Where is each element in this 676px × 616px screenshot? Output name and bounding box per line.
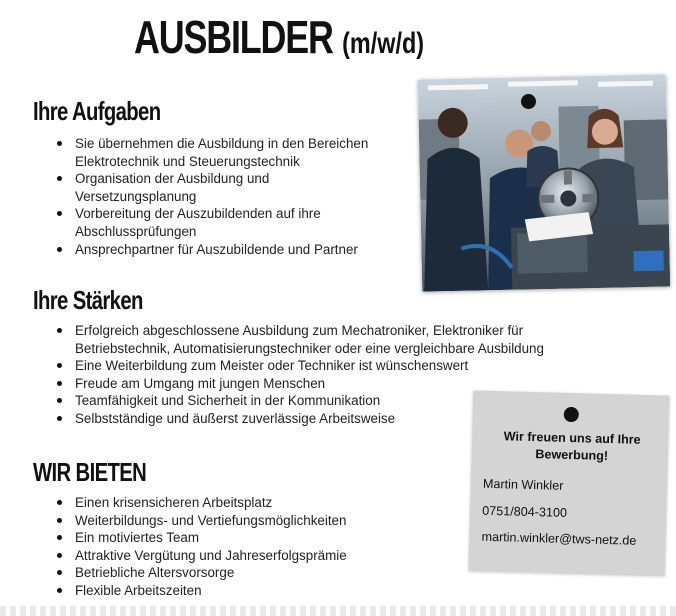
- list-item: Ein motiviertes Team: [75, 529, 347, 547]
- list-item: Eine Weiterbildung zum Meister oder Techniker ist wünschenswert: [75, 357, 544, 375]
- contact-heading-line1: Wir freuen uns auf Ihre: [503, 429, 641, 447]
- list-item-continuation: Versetzungsplanung: [75, 188, 197, 204]
- contact-name: Martin Winkler: [482, 476, 564, 493]
- workshop-photo: [418, 74, 670, 291]
- bottom-strip: [0, 606, 676, 616]
- list-item: Erfolgreich abgeschlossene Ausbildung zum Mechatroniker, Elektroniker für: [75, 322, 544, 340]
- workshop-photo-illustration: [418, 74, 670, 291]
- list-item: Freude am Umgang mit jungen Menschen: [75, 375, 544, 393]
- contact-card: [469, 390, 670, 575]
- page-title: [134, 11, 425, 63]
- list-item: Teamfähigkeit und Sicherheit in der Kommunikation: [75, 392, 544, 410]
- list-item: Betriebliche Altersvorsorge: [75, 564, 347, 582]
- list-item-continuation: Elektrotechnik und Steuerungstechnik: [75, 153, 300, 169]
- list-item: Weiterbildungs- und Vertiefungsmöglichkeiten: [75, 512, 347, 528]
- section-heading-staerken: Ihre Stärken: [33, 285, 143, 315]
- list-item: Ansprechpartner für Auszubildende und Partner: [75, 241, 368, 259]
- list-item: Flexible Arbeitszeiten: [75, 582, 347, 600]
- list-item: Organisation der Ausbildung und: [75, 170, 368, 188]
- list-item: Attraktive Vergütung und Jahreserfolgsprämie: [75, 547, 347, 563]
- list-item: Selbstständige und äußerst zuverlässige Arbeitsweise: [75, 410, 544, 428]
- list-item-continuation: Abschlussprüfungen: [75, 223, 197, 239]
- title-main: AUSBILDER: [134, 11, 333, 63]
- pin-contact: [564, 407, 579, 422]
- wir-bieten-list: [75, 494, 347, 600]
- section-heading-wir-bieten: WIR BIETEN: [33, 457, 147, 487]
- aufgaben-list: [75, 135, 368, 258]
- list-item: Einen krisensicheren Arbeitsplatz: [75, 494, 347, 512]
- contact-phone: 0751/804-3100: [482, 503, 568, 520]
- pin-photo: [521, 94, 536, 109]
- title-suffix: (m/w/d): [342, 27, 425, 60]
- contact-heading-line2: Bewerbung!: [535, 447, 609, 464]
- list-item: Sie übernehmen die Ausbildung in den Bereichen: [75, 136, 369, 151]
- list-item: Vorbereitung der Auszubildenden auf ihre: [75, 205, 368, 223]
- section-heading-aufgaben: Ihre Aufgaben: [33, 96, 161, 126]
- contact-heading: [486, 428, 659, 466]
- contact-email: martin.winkler@tws-netz.de: [481, 529, 637, 548]
- list-item-continuation: Betriebstechnik, Automatisierungstechniker oder eine vergleichbare Ausbildung: [75, 340, 544, 356]
